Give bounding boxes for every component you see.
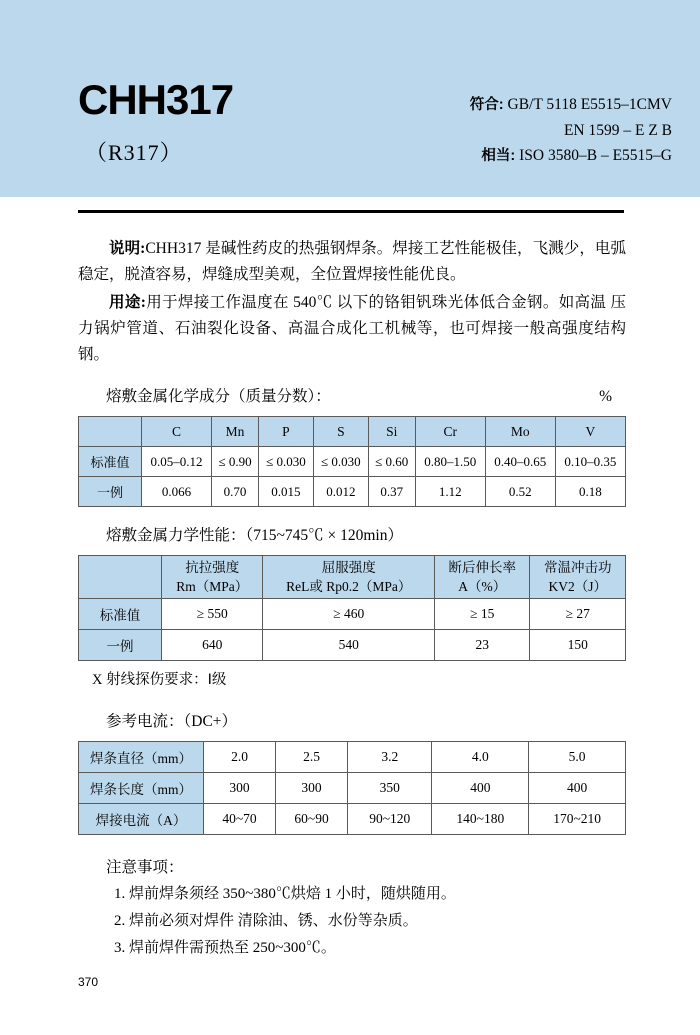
chem-cell-1-3: 0.012 — [313, 477, 368, 507]
chem-cell-1-5: 1.12 — [415, 477, 485, 507]
chem-col-0 — [79, 417, 142, 447]
chem-section-title — [78, 384, 626, 410]
current-cell-2-0: 40~70 — [204, 804, 276, 835]
page-number: 370 — [78, 975, 99, 989]
current-cell-2-4: 170~210 — [529, 804, 626, 835]
description-label: 说明: — [109, 240, 146, 257]
mech-cell-0-2: ≥ 15 — [435, 599, 530, 630]
mech-col-1-line2: Rm（MPa） — [176, 579, 249, 594]
current-cell-2-1: 60~90 — [276, 804, 348, 835]
mech-col-0 — [79, 556, 162, 599]
content — [78, 236, 626, 962]
standard-label-0: 符合: — [469, 97, 504, 113]
standard-line — [470, 143, 672, 169]
current-cell-1-4: 400 — [529, 773, 626, 804]
chem-cell-0-3: ≤ 0.030 — [313, 447, 368, 477]
chem-col-7: Mo — [485, 417, 555, 447]
chem-col-5: Si — [368, 417, 415, 447]
standard-value-1: EN 1599 – E Z B — [563, 122, 672, 139]
standard-line — [470, 118, 672, 143]
chem-cell-0-1: ≤ 0.90 — [212, 447, 259, 477]
current-title-text: 参考电流：（DC+） — [106, 713, 238, 730]
chem-col-2: Mn — [212, 417, 259, 447]
mech-cell-1-0: 640 — [162, 630, 263, 661]
list-item: 1. 焊前焊条须经 350~380℃烘焙 1 小时，随烘随用。 — [114, 886, 456, 902]
chem-row-0-header: 标准值 — [79, 447, 142, 477]
notice-list — [78, 881, 626, 962]
chem-row-1-header: 一例 — [79, 477, 142, 507]
mech-col-1-line1: 抗拉强度 — [185, 560, 240, 575]
reference-current-table — [78, 741, 626, 835]
chem-cell-0-4: ≤ 0.60 — [368, 447, 415, 477]
current-cell-0-3: 4.0 — [432, 742, 529, 773]
page-title: CHH317 — [78, 76, 234, 123]
chemical-composition-table — [78, 416, 626, 507]
usage-text: 用于焊接工作温度在 540℃ 以下的铬钼钒珠光体低合金钢。如高温 压力锅炉管道、石油裂化设备、高温合成化工机械等，也可焊接一般高强度结构钢。 — [78, 294, 626, 363]
header-band — [0, 0, 700, 197]
chem-cell-1-0: 0.066 — [142, 477, 212, 507]
usage-label: 用途: — [109, 294, 146, 311]
mech-col-3-line2: A（%） — [458, 579, 507, 594]
notice-title: 注意事项： — [106, 859, 184, 876]
table-row — [79, 477, 626, 507]
current-cell-1-2: 350 — [348, 773, 432, 804]
current-cell-1-1: 300 — [276, 773, 348, 804]
header-divider — [78, 210, 624, 213]
chem-unit: % — [599, 388, 612, 405]
current-row-2-header: 焊接电流（A） — [79, 804, 204, 835]
mech-cell-1-1: 540 — [263, 630, 435, 661]
chem-title-text: 熔敷金属化学成分（质量分数）： — [106, 388, 331, 405]
mech-col-1 — [162, 556, 263, 599]
current-cell-1-3: 400 — [432, 773, 529, 804]
mech-col-3 — [435, 556, 530, 599]
list-item: 3. 焊前焊件需预热至 250~300℃。 — [114, 940, 336, 956]
standards-block — [470, 92, 672, 169]
mech-cell-0-0: ≥ 550 — [162, 599, 263, 630]
chem-cell-1-6: 0.52 — [485, 477, 555, 507]
table-row — [79, 447, 626, 477]
current-cell-2-2: 90~120 — [348, 804, 432, 835]
chem-col-4: S — [313, 417, 368, 447]
mechanical-properties-table — [78, 555, 626, 661]
current-cell-0-0: 2.0 — [204, 742, 276, 773]
mech-cell-0-1: ≥ 460 — [263, 599, 435, 630]
mech-section-title — [78, 523, 626, 549]
chem-col-6: Cr — [415, 417, 485, 447]
chem-cell-0-5: 0.80–1.50 — [415, 447, 485, 477]
current-row-1-header: 焊条长度（mm） — [79, 773, 204, 804]
chem-cell-0-6: 0.40–0.65 — [485, 447, 555, 477]
usage-paragraph — [78, 290, 626, 368]
mech-row-1-header: 一例 — [79, 630, 162, 661]
mech-col-2 — [263, 556, 435, 599]
chem-cell-1-7: 0.18 — [555, 477, 625, 507]
product-alternate-code: （R317） — [85, 140, 183, 165]
chem-cell-1-4: 0.37 — [368, 477, 415, 507]
chem-cell-0-0: 0.05–0.12 — [142, 447, 212, 477]
chem-col-3: P — [258, 417, 313, 447]
chem-col-8: V — [555, 417, 625, 447]
mech-cell-0-3: ≥ 27 — [530, 599, 626, 630]
table-row — [79, 630, 626, 661]
mech-col-4 — [530, 556, 626, 599]
mech-row-0-header: 标准值 — [79, 599, 162, 630]
table-row — [79, 599, 626, 630]
chem-cell-1-2: 0.015 — [258, 477, 313, 507]
mech-col-4-line1: 常温冲击功 — [543, 560, 612, 575]
table-row — [79, 773, 626, 804]
mech-title-text: 熔敷金属力学性能：（715~745℃ × 120min） — [106, 527, 403, 544]
mech-col-2-line1: 屈服强度 — [321, 560, 376, 575]
standard-value-2: ISO 3580–B – E5515–G — [519, 147, 672, 164]
xray-note: X 射线探伤要求：Ⅰ级 — [92, 672, 227, 688]
mech-cell-1-3: 150 — [530, 630, 626, 661]
current-cell-1-0: 300 — [204, 773, 276, 804]
mech-cell-1-2: 23 — [435, 630, 530, 661]
current-cell-0-1: 2.5 — [276, 742, 348, 773]
standard-label-2: 相当: — [481, 148, 516, 164]
table-header-row — [79, 556, 626, 599]
standard-value-0: GB/T 5118 E5515–1CMV — [507, 96, 672, 113]
mech-col-4-line2: KV2（J） — [548, 579, 607, 594]
current-cell-0-4: 5.0 — [529, 742, 626, 773]
chem-col-1: C — [142, 417, 212, 447]
chem-cell-0-7: 0.10–0.35 — [555, 447, 625, 477]
list-item: 2. 焊前必须对焊件 清除油、锈、水份等杂质。 — [114, 913, 418, 929]
table-row — [79, 742, 626, 773]
table-row — [79, 804, 626, 835]
table-header-row — [79, 417, 626, 447]
current-cell-2-3: 140~180 — [432, 804, 529, 835]
chem-cell-0-2: ≤ 0.030 — [258, 447, 313, 477]
standard-line — [470, 92, 672, 118]
chem-cell-1-1: 0.70 — [212, 477, 259, 507]
mech-col-3-line1: 断后伸长率 — [448, 560, 516, 575]
description-paragraph — [78, 236, 626, 288]
current-section-title — [78, 709, 626, 735]
mech-col-2-line2: ReL或 Rp0.2（MPa） — [286, 579, 412, 594]
current-cell-0-2: 3.2 — [348, 742, 432, 773]
current-row-0-header: 焊条直径（mm） — [79, 742, 204, 773]
description-text: CHH317 是碱性药皮的热强钢焊条。焊接工艺性能极佳，飞溅少，电弧稳定，脱渣容易，焊缝成型美观，全位置焊接性能优良。 — [78, 240, 626, 283]
